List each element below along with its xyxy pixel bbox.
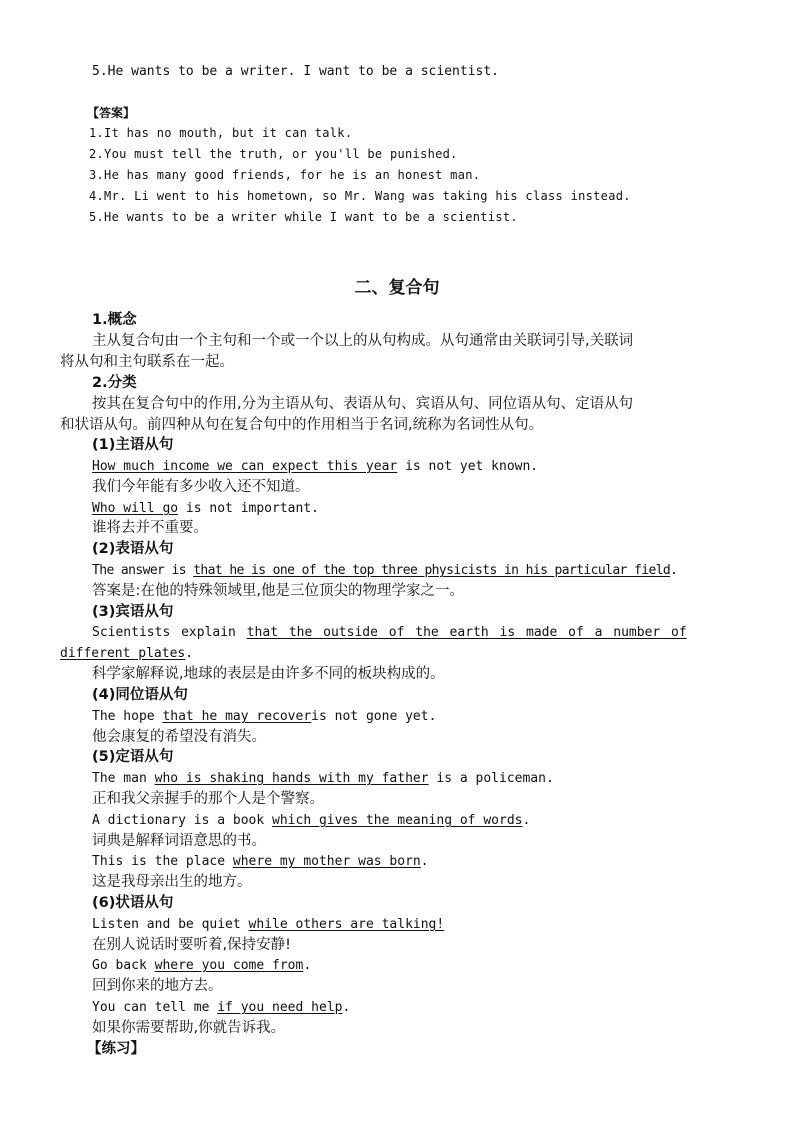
- example-translation: 正和我父亲握手的那个人是个警察。: [92, 791, 324, 807]
- example-sentence: This is the place where my mother was born.: [92, 854, 429, 869]
- example-sentence: Listen and be quiet while others are talking!: [92, 917, 445, 932]
- example-translation: 我们今年能有多少收入还不知道。: [92, 479, 310, 495]
- practice-header: 【练习】: [87, 1041, 145, 1057]
- answer-item: 2.You must tell the truth, or you'll be punished.: [89, 147, 458, 161]
- example-sentence: The answer is that he is one of the top three physicists in his particular field.: [92, 563, 678, 578]
- answer-item: 4.Mr. Li went to his hometown, so Mr. Wang was taking his class instead.: [89, 189, 631, 203]
- underlined-clause: that he is one of the top three physicists in his particular field: [193, 563, 671, 578]
- answer-item: 1.It has no mouth, but it can talk.: [89, 126, 353, 140]
- example-sentence: You can tell me if you need help.: [92, 1000, 351, 1015]
- underlined-clause: which gives the meaning of words: [272, 813, 523, 828]
- top-sentence: 5.He wants to be a writer. I want to be a scientist.: [92, 64, 499, 79]
- example-translation: 如果你需要帮助,你就告诉我。: [92, 1020, 286, 1036]
- example-translation: 回到你来的地方去。: [92, 978, 223, 994]
- example-translation: 答案是:在他的特殊领域里,他是三位顶尖的物理学家之一。: [92, 583, 464, 599]
- example-sentence: Go back where you come from.: [92, 958, 312, 973]
- example-sentence: How much income we can expect this year is not yet known.: [92, 459, 539, 474]
- example-sentence-continued: different plates.: [60, 646, 194, 661]
- example-sentence: The hope that he may recoveris not gone yet.: [92, 709, 437, 724]
- predicative-clause-heading: (2)表语从句: [92, 541, 174, 557]
- concept-heading: 1.概念: [92, 312, 137, 328]
- answer-item: 3.He has many good friends, for he is an honest man.: [89, 168, 481, 182]
- answer-item: 5.He wants to be a writer while I want to be a scientist.: [89, 210, 518, 224]
- underlined-clause: if you need help: [217, 1000, 343, 1015]
- object-clause-heading: (3)宾语从句: [92, 604, 174, 620]
- example-sentence: Scientists explain that the outside of the earth is made of a number of: [92, 625, 687, 640]
- example-sentence: A dictionary is a book which gives the meaning of words.: [92, 813, 531, 828]
- example-translation: 词典是解释词语意思的书。: [92, 833, 266, 849]
- underlined-clause: where you come from: [154, 958, 304, 973]
- underlined-clause: different plates: [60, 646, 186, 661]
- underlined-clause: who is shaking hands with my father: [154, 771, 429, 786]
- adverbial-clause-heading: (6)状语从句: [92, 895, 174, 911]
- underlined-clause: Who will go: [92, 501, 179, 516]
- answer-header: 【答案】: [87, 106, 136, 120]
- underlined-clause: that he may recover: [162, 709, 312, 724]
- classification-text: 按其在复合句中的作用,分为主语从句、表语从句、宾语从句、同位语从句、定语从句: [92, 396, 634, 412]
- underlined-clause: that the outside of the earth is made of a number of: [246, 625, 687, 640]
- section-title: 二、复合句: [354, 278, 440, 298]
- classification-text: 和状语从句。前四种从句在复合句中的作用相当于名词,统称为名词性从句。: [60, 417, 544, 433]
- concept-text: 将从句和主句联系在一起。: [60, 354, 234, 370]
- example-sentence: The man who is shaking hands with my father is a policeman.: [92, 771, 554, 786]
- example-translation: 在别人说话时要听着,保持安静!: [92, 937, 291, 953]
- attributive-clause-heading: (5)定语从句: [92, 749, 174, 765]
- example-translation: 他会康复的希望没有消失。: [92, 729, 266, 745]
- example-translation: 科学家解释说,地球的表层是由许多不同的板块构成的。: [92, 666, 445, 682]
- example-translation: 谁将去并不重要。: [92, 520, 208, 536]
- appositive-clause-heading: (4)同位语从句: [92, 687, 188, 703]
- underlined-clause: while others are talking!: [248, 917, 445, 932]
- underlined-clause: where my mother was born: [232, 854, 421, 869]
- example-sentence: Who will go is not important.: [92, 501, 319, 516]
- underlined-clause: How much income we can expect this year: [92, 459, 398, 474]
- concept-text: 主从复合句由一个主句和一个或一个以上的从句构成。从句通常由关联词引导,关联词: [92, 333, 634, 349]
- example-translation: 这是我母亲出生的地方。: [92, 874, 252, 890]
- subject-clause-heading: (1)主语从句: [92, 437, 174, 453]
- classification-heading: 2.分类: [92, 375, 137, 391]
